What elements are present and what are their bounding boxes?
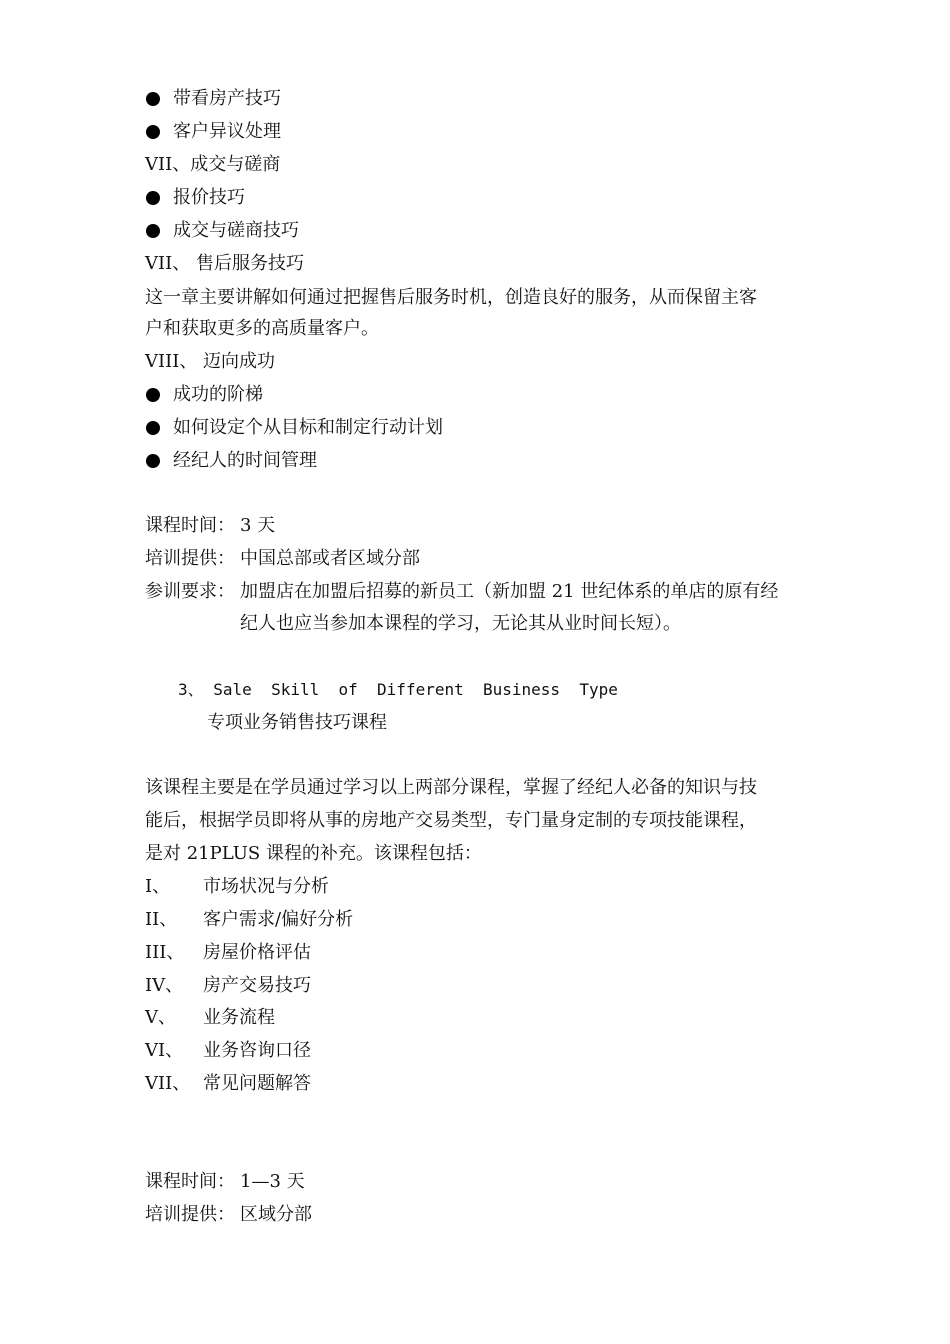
section-number: 3、 bbox=[178, 680, 204, 699]
list-item: 常见问题解答 bbox=[203, 1073, 311, 1094]
paragraph-line: 是对 21PLUS 课程的补充。该课程包括： bbox=[145, 843, 482, 864]
requirement-line: 加盟店在加盟后招募的新员工（新加盟 21 世纪体系的单店的原有经 bbox=[240, 581, 779, 602]
list-item: 房屋价格评估 bbox=[203, 942, 311, 963]
list-item: 房产交易技巧 bbox=[203, 975, 311, 996]
bullet-icon bbox=[146, 454, 160, 468]
list-item: 业务流程 bbox=[203, 1007, 275, 1028]
list-item: 经纪人的时间管理 bbox=[145, 450, 168, 472]
paragraph-line: 该课程主要是在学员通过学习以上两部分课程，掌握了经纪人必备的知识与技 bbox=[145, 777, 757, 798]
course-time-value: 1—3 天 bbox=[240, 1171, 305, 1192]
list-item: 如何设定个从目标和制定行动计划 bbox=[145, 417, 168, 439]
provider-label: 培训提供： bbox=[145, 1204, 235, 1225]
list-item: 报价技巧 bbox=[145, 187, 168, 209]
list-item: 客户需求/偏好分析 bbox=[203, 909, 354, 930]
list-item: 市场状况与分析 bbox=[203, 876, 329, 897]
course-time-label: 课程时间： bbox=[145, 515, 235, 536]
item-number: IV、 bbox=[145, 975, 184, 996]
section-heading: VII、成交与磋商 bbox=[145, 154, 281, 175]
bullet-icon bbox=[146, 388, 160, 402]
bullet-icon bbox=[146, 421, 160, 435]
paragraph-line: 能后，根据学员即将从事的房地产交易类型，专门量身定制的专项技能课程， bbox=[145, 810, 757, 831]
item-number: V、 bbox=[145, 1007, 176, 1028]
section-heading: VII、 售后服务技巧 bbox=[145, 253, 304, 274]
bullet-icon bbox=[146, 224, 160, 238]
bullet-icon bbox=[146, 125, 160, 139]
section-3-chinese-title: 专项业务销售技巧课程 bbox=[207, 712, 387, 733]
list-item: 成交与磋商技巧 bbox=[145, 220, 168, 242]
item-number: I、 bbox=[145, 876, 171, 897]
list-item: 客户异议处理 bbox=[145, 121, 168, 143]
list-item: 业务咨询口径 bbox=[203, 1040, 311, 1061]
paragraph-line: 户和获取更多的高质量客户。 bbox=[145, 318, 379, 339]
item-number: VI、 bbox=[145, 1040, 184, 1061]
bullet-icon bbox=[146, 191, 160, 205]
course-time-label: 课程时间： bbox=[145, 1171, 235, 1192]
item-number: VII、 bbox=[145, 1073, 191, 1094]
item-number: III、 bbox=[145, 942, 185, 963]
provider-value: 区域分部 bbox=[240, 1204, 312, 1225]
provider-value: 中国总部或者区域分部 bbox=[240, 548, 420, 569]
list-item: 带看房产技巧 bbox=[145, 88, 168, 110]
course-time-value: 3 天 bbox=[240, 515, 276, 536]
requirement-label: 参训要求： bbox=[145, 581, 235, 602]
list-item: 成功的阶梯 bbox=[145, 384, 168, 406]
requirement-line: 纪人也应当参加本课程的学习，无论其从业时间长短）。 bbox=[240, 613, 681, 634]
paragraph-line: 这一章主要讲解如何通过把握售后服务时机，创造良好的服务，从而保留主客 bbox=[145, 287, 757, 308]
item-number: II、 bbox=[145, 909, 178, 930]
bullet-icon bbox=[146, 92, 160, 106]
section-heading: VIII、 迈向成功 bbox=[145, 351, 276, 372]
english-title-text: Sale Skill of Different Business Type bbox=[213, 680, 618, 699]
section-3-english-title bbox=[178, 679, 618, 701]
provider-label: 培训提供： bbox=[145, 548, 235, 569]
